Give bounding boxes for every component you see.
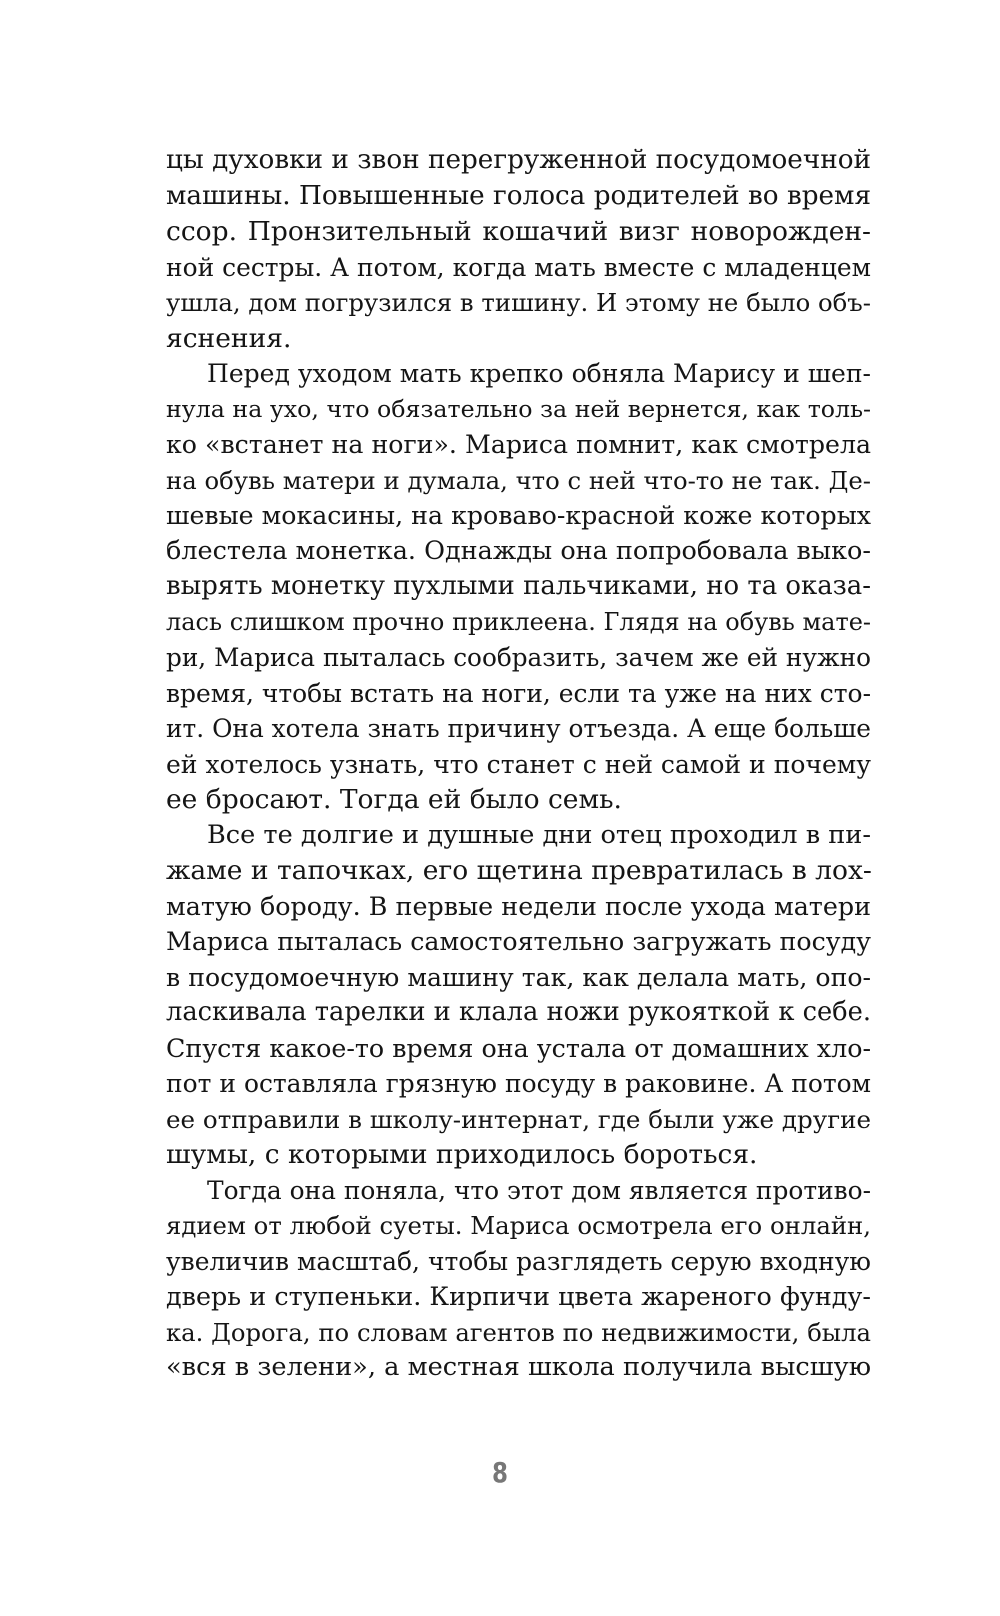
text-line: в посудомоечную машину так, как делала мать, опо- bbox=[166, 962, 871, 992]
text-line: ной сестры. А потом, когда мать вместе с младенцем bbox=[166, 252, 871, 282]
text-line: ссор. Пронзительный кошачий визг новорожден- bbox=[166, 216, 871, 247]
page-number: 8 bbox=[492, 1456, 508, 1489]
body-text bbox=[166, 143, 871, 1386]
text-line: ласкивала тарелки и клала ножи рукояткой к себе. bbox=[166, 997, 871, 1027]
text-line: «вся в зелени», а местная школа получила высшую bbox=[166, 1352, 871, 1382]
paragraph-first-line: Все те долгие и душные дни отец проходил в пи- bbox=[207, 819, 871, 850]
text-line: дверь и ступеньки. Кирпичи цвета жареного фунду- bbox=[166, 1281, 871, 1311]
paragraph-first-line: Перед уходом мать крепко обняла Марису и шеп- bbox=[207, 359, 871, 388]
text-line: жаме и тапочках, его щетина превратилась в лох- bbox=[166, 855, 872, 886]
text-line: ит. Она хотела знать причину отъезда. А еще больше bbox=[166, 714, 871, 743]
text-line: матую бороду. В первые недели после ухода матери bbox=[166, 890, 871, 921]
text-line: ушла, дом погрузился в тишину. И этому не было объ- bbox=[166, 288, 871, 317]
text-line: ядием от любой суеты. Мариса осмотрела его онлайн, bbox=[166, 1211, 871, 1240]
text-line: блестела монетка. Однажды она попробовала выко- bbox=[166, 535, 871, 566]
text-line: ее бросают. Тогда ей было семь. bbox=[166, 784, 622, 815]
text-line: ко «встанет на ноги». Мариса помнит, как смотрела bbox=[166, 430, 871, 459]
text-line: Мариса пыталась самостоятельно загружать посуду bbox=[166, 927, 871, 956]
text-line: увеличив масштаб, чтобы разглядеть серую входную bbox=[166, 1246, 871, 1276]
text-line: машины. Повышенные голоса родителей во время bbox=[166, 180, 871, 211]
text-line: ка. Дорога, по словам агентов по недвижимости, была bbox=[166, 1317, 871, 1347]
text-line: нула на ухо, что обязательно за ней вернется, как толь- bbox=[166, 394, 871, 423]
text-line: шумы, с которыми приходилось бороться. bbox=[166, 1139, 758, 1170]
text-line: лась слишком прочно приклеена. Глядя на обувь мате- bbox=[166, 607, 871, 636]
text-line: пот и оставляла грязную посуду в раковине. А потом bbox=[166, 1069, 871, 1098]
paragraph-first-line: Тогда она поняла, что этот дом является противо- bbox=[207, 1175, 871, 1205]
text-line: ри, Мариса пыталась сообразить, зачем же ей нужно bbox=[166, 643, 871, 672]
text-line: шевые мокасины, на кроваво-красной коже которых bbox=[166, 501, 871, 530]
text-line: цы духовки и звон перегруженной посудомоечной bbox=[166, 145, 871, 175]
text-line: Спустя какое-то время она устала от домашних хло- bbox=[166, 1032, 871, 1063]
text-line: вырять монетку пухлыми пальчиками, но та оказа- bbox=[166, 571, 871, 601]
text-line: ее отправили в школу-интернат, где были уже другие bbox=[166, 1104, 871, 1134]
text-line: ей хотелось узнать, что станет с ней самой и почему bbox=[166, 749, 871, 779]
text-line: на обувь матери и думала, что с ней что-то не так. Де- bbox=[166, 465, 871, 495]
text-line: яснения. bbox=[166, 322, 292, 354]
text-line: время, чтобы встать на ноги, если та уже на них сто- bbox=[166, 678, 871, 708]
